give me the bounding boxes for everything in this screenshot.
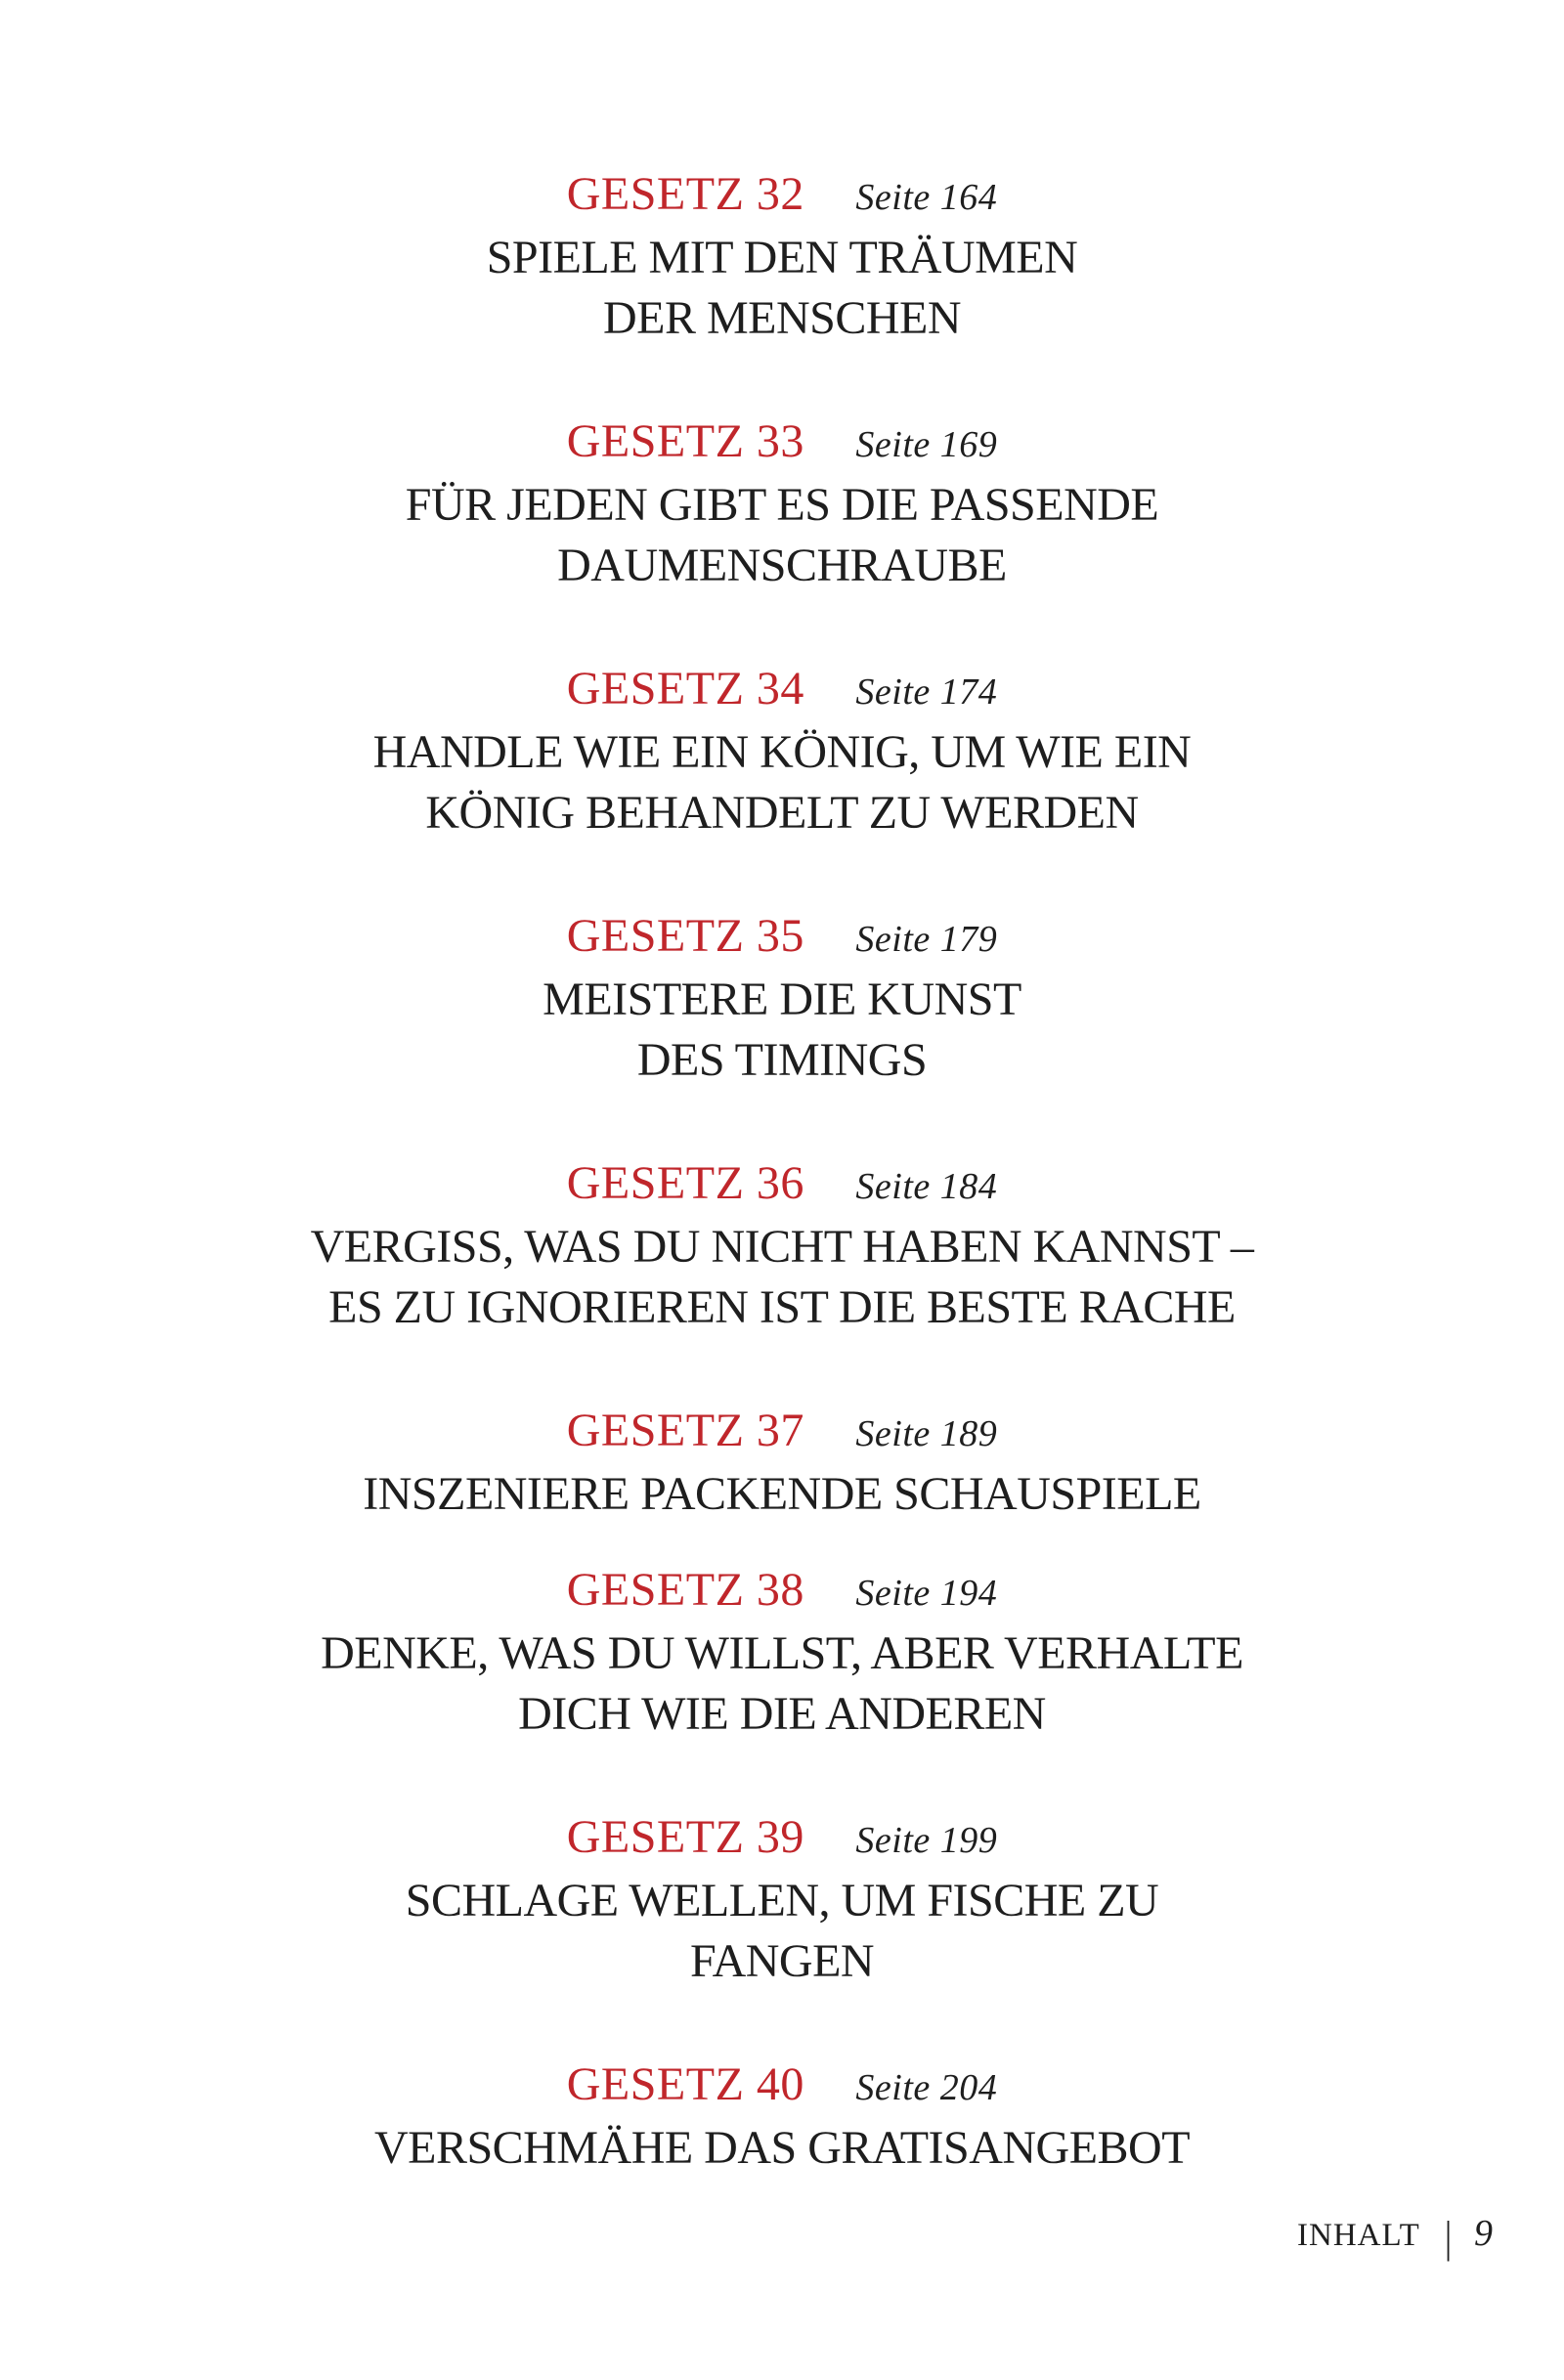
page-reference: Seite 199 — [855, 1820, 998, 1861]
law-title-line: ES ZU IGNORIEREN IST DIE BESTE RACHE — [328, 1281, 1236, 1333]
law-number: GESETZ 38 — [566, 1564, 804, 1616]
law-title-line: FANGEN — [689, 1935, 875, 1987]
toc-entry-gesetz-32 — [0, 164, 1564, 349]
toc-entry-gesetz-35 — [0, 906, 1564, 1091]
law-number: GESETZ 37 — [566, 1405, 804, 1456]
law-title-line: DAUMENSCHRAUBE — [557, 540, 1007, 591]
law-title-line: DES TIMINGS — [636, 1034, 928, 1086]
toc-entry-gesetz-36 — [0, 1153, 1564, 1338]
toc-entry-gesetz-37 — [0, 1401, 1564, 1525]
law-title-line: VERSCHMÄHE DAS GRATISANGEBOT — [373, 2122, 1191, 2174]
law-title-line: FÜR JEDEN GIBT ES DIE PASSENDE — [405, 479, 1159, 531]
law-title-line: SPIELE MIT DEN TRÄUMEN — [486, 232, 1078, 283]
toc-entry-gesetz-38 — [0, 1560, 1564, 1745]
law-number: GESETZ 36 — [566, 1157, 804, 1209]
footer-section-label: INHALT — [1297, 2218, 1420, 2253]
toc-entry-gesetz-39 — [0, 1807, 1564, 1992]
law-title-line: DENKE, WAS DU WILLST, ABER VERHALTE — [321, 1627, 1243, 1679]
entry-heading — [0, 1153, 1564, 1217]
law-number: GESETZ 35 — [566, 910, 804, 962]
page-reference: Seite 184 — [855, 1166, 998, 1207]
toc-entry-gesetz-40 — [0, 2055, 1564, 2179]
law-title-line: VERGISS, WAS DU NICHT HABEN KANNST – — [310, 1221, 1254, 1273]
page-reference: Seite 179 — [855, 919, 998, 960]
law-title-line: DER MENSCHEN — [602, 292, 962, 344]
law-title-line: SCHLAGE WELLEN, UM FISCHE ZU — [405, 1875, 1159, 1926]
page-footer — [1297, 2211, 1493, 2263]
law-number: GESETZ 33 — [566, 415, 804, 467]
law-number: GESETZ 34 — [566, 663, 804, 714]
law-title-line: DICH WIE DIE ANDEREN — [518, 1688, 1046, 1740]
law-title-line: MEISTERE DIE KUNST — [543, 974, 1021, 1025]
entry-heading — [0, 659, 1564, 722]
page-reference: Seite 194 — [855, 1573, 998, 1614]
entry-heading — [0, 906, 1564, 970]
footer-page-number: 9 — [1474, 2213, 1493, 2254]
footer-divider-bar: | — [1444, 2212, 1453, 2262]
entry-heading — [0, 1807, 1564, 1871]
page-reference: Seite 169 — [855, 424, 998, 465]
page-reference: Seite 189 — [855, 1413, 998, 1454]
law-number: GESETZ 40 — [566, 2058, 804, 2110]
law-title-line: INSZENIERE PACKENDE SCHAUSPIELE — [363, 1468, 1201, 1520]
entry-heading — [0, 1401, 1564, 1464]
law-number: GESETZ 39 — [566, 1811, 804, 1863]
page-reference: Seite 164 — [855, 177, 998, 218]
toc-entry-gesetz-33 — [0, 411, 1564, 596]
law-number: GESETZ 32 — [566, 168, 804, 220]
law-title-line: HANDLE WIE EIN KÖNIG, UM WIE EIN — [372, 726, 1192, 778]
entry-heading — [0, 411, 1564, 475]
page-reference: Seite 204 — [855, 2067, 998, 2108]
law-title-line: KÖNIG BEHANDELT ZU WERDEN — [425, 787, 1139, 839]
toc-entry-gesetz-34 — [0, 659, 1564, 844]
entry-heading — [0, 1560, 1564, 1623]
entry-heading — [0, 164, 1564, 228]
entry-heading — [0, 2055, 1564, 2118]
page-reference: Seite 174 — [855, 671, 998, 713]
